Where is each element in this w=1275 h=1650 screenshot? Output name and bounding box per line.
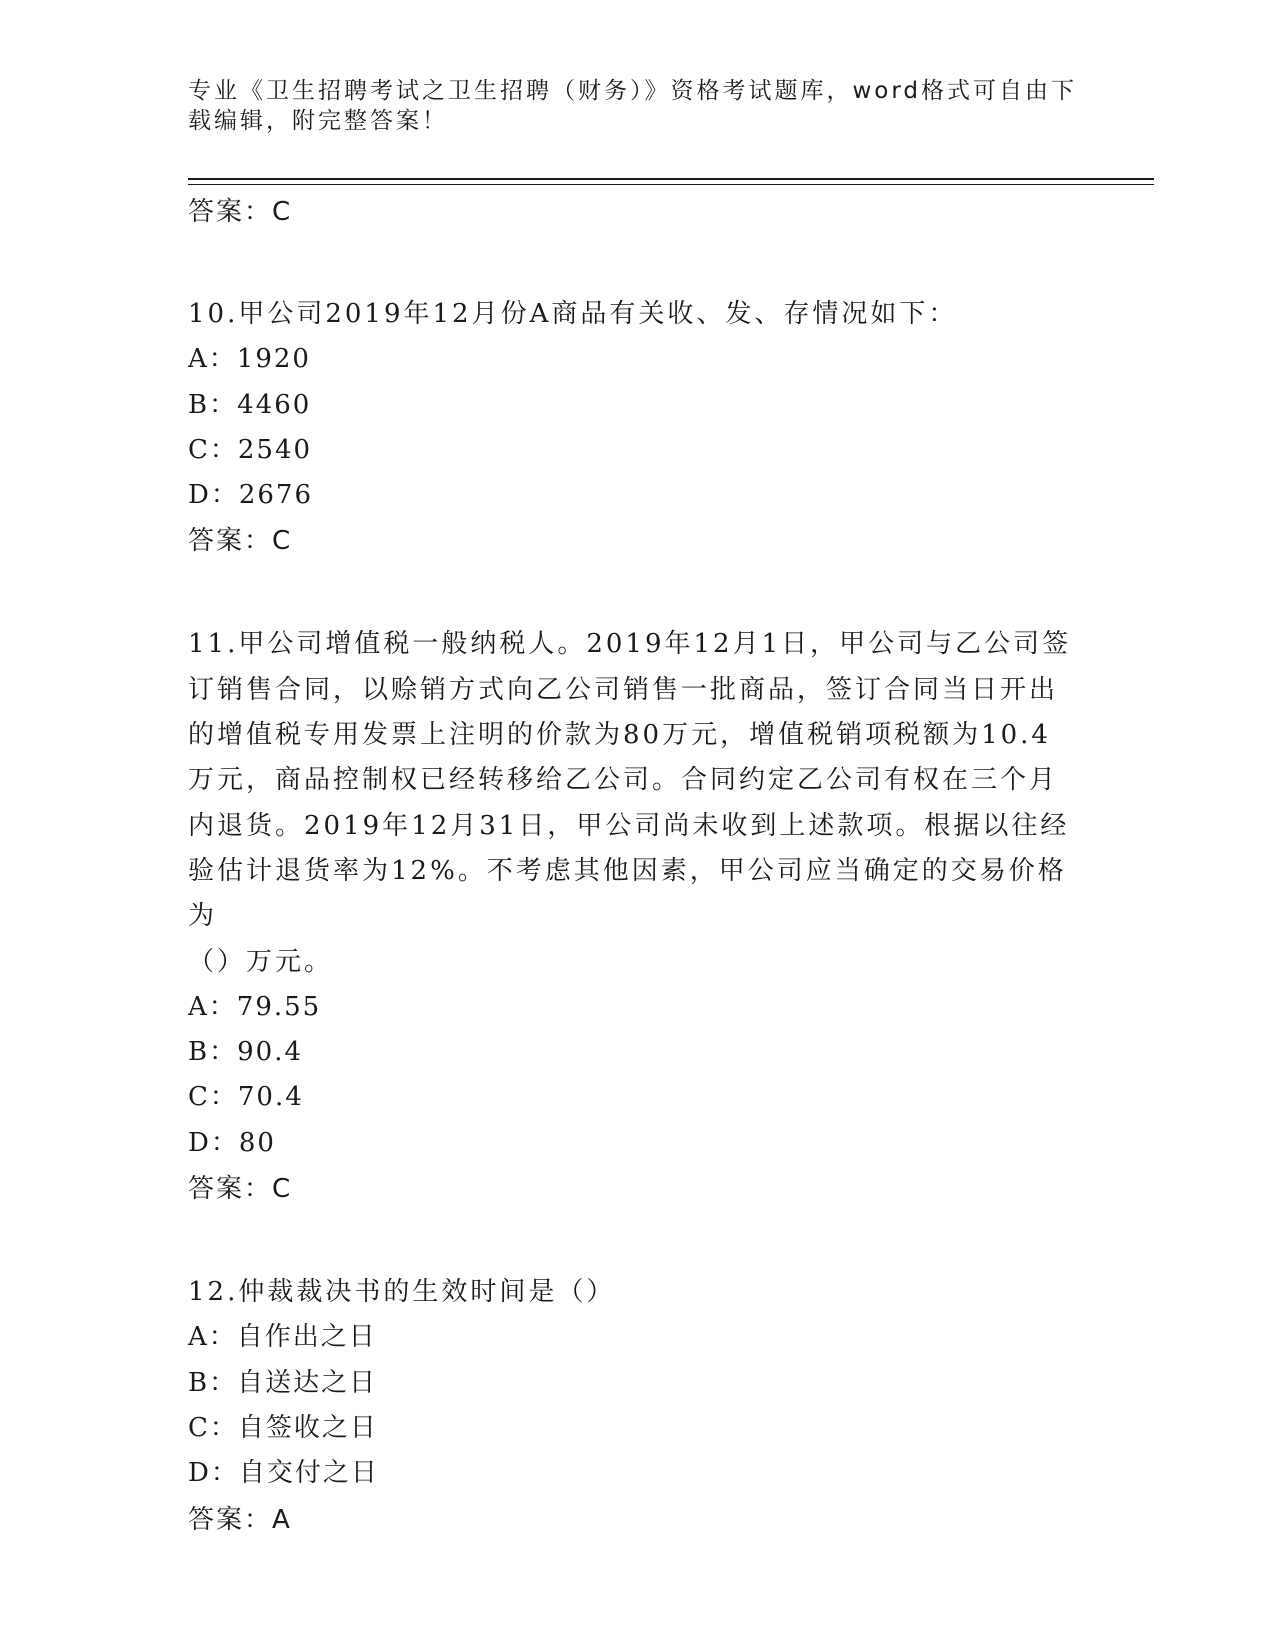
question-10 (188, 292, 1088, 564)
question-answer: 答案：C (188, 1174, 293, 1205)
option-b: B：4460 (188, 389, 312, 420)
option-c: C：自签收之日 (188, 1412, 378, 1443)
question-list (188, 190, 1088, 1543)
option-a: A：1920 (188, 344, 311, 375)
header-divider (188, 178, 1154, 185)
option-b: B：自送达之日 (188, 1367, 378, 1398)
header-title: 专业《卫生招聘考试之卫生招聘（财务）》资格考试题库，word格式可自由下载编辑，附完整答案！ (188, 78, 1078, 134)
document-header (188, 76, 1088, 136)
question-answer: 答案：A (188, 1504, 292, 1535)
option-a: A：自作出之日 (188, 1322, 377, 1353)
option-d: D：自交付之日 (188, 1458, 379, 1489)
option-a: A：79.55 (188, 991, 322, 1022)
previous-answer: 答案：C (188, 197, 293, 227)
question-stem: 11.甲公司增值税一般纳税人。2019年12月1日，甲公司与乙公司签 订销售合同，以赊销方式向乙公司销售一批商品，签订合同当日开出 的增值税专用发票上注明的价款为80万元，增值税销项税额为10.4 万元，商品控制权已经转移给乙公司。合同约定乙公司有权在三个月 内退货。2019年12月31日，甲公司尚未收到上述款项。根据以往经 验估计退货率为12%。不考虑其他因素，甲公司应当确定的交易价格为 （）万元。 (188, 629, 1072, 977)
question-stem: 10.甲公司2019年12月份A商品有关收、发、存情况如下： (188, 299, 958, 329)
option-c: C：2540 (188, 434, 313, 465)
option-c: C：70.4 (188, 1082, 304, 1113)
question-stem: 12.仲裁裁决书的生效时间是（） (188, 1277, 616, 1308)
option-d: D：2676 (188, 480, 314, 511)
option-b: B：90.4 (188, 1037, 303, 1068)
question-12 (188, 1270, 1088, 1542)
question-answer: 答案：C (188, 526, 293, 557)
question-11 (188, 622, 1088, 1212)
option-d: D：80 (188, 1127, 276, 1158)
